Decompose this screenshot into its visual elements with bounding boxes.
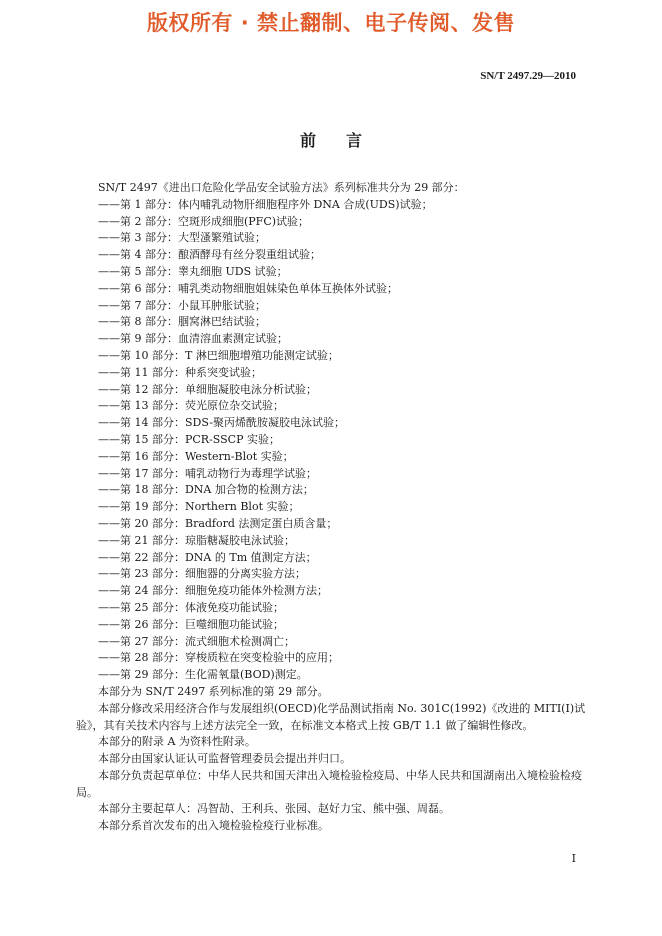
- part-list-item: ——第 6 部分：哺乳类动物细胞姐妹染色单体互换体外试验；: [98, 281, 398, 295]
- body-paragraph: 本部分为 SN/T 2497 系列标准的第 29 部分。: [98, 684, 329, 698]
- part-list-item: ——第 26 部分：巨噬细胞功能试验；: [98, 617, 284, 631]
- intro-paragraph: SN/T 2497《进出口危险化学品安全试验方法》系列标准共分为 29 部分：: [98, 181, 465, 194]
- part-list-item: ——第 11 部分：种系突变试验；: [98, 365, 262, 379]
- part-list-item: ——第 5 部分：睾丸细胞 UDS 试验；: [98, 264, 288, 278]
- document-body: [76, 180, 590, 835]
- part-list-item: ——第 27 部分：流式细胞术检测凋亡；: [98, 634, 295, 648]
- page-title: 前言: [299, 131, 392, 150]
- part-list-item: ——第 3 部分：大型溞繁殖试验；: [98, 231, 266, 245]
- part-list-item: ——第 17 部分：哺乳动物行为毒理学试验；: [98, 466, 317, 480]
- body-paragraph: 本部分主要起草人：冯智劼、王利兵、张园、赵好力宝、熊中强、周磊。: [98, 802, 450, 816]
- part-list-item: ——第 16 部分：Western-Blot 实验；: [98, 449, 294, 463]
- part-list-item: ——第 23 部分：细胞器的分离实验方法；: [98, 567, 306, 581]
- part-list-item: ——第 15 部分：PCR-SSCP 实验；: [98, 432, 280, 446]
- page-number: I: [571, 852, 576, 865]
- part-list-item: ——第 21 部分：琼脂糖凝胶电泳试验；: [98, 533, 295, 547]
- body-paragraph: 本部分负责起草单位：中华人民共和国天津出入境检验检疫局、中华人民共和国湖南出入境检验检疫局。: [76, 768, 582, 799]
- body-paragraph: 本部分由国家认证认可监督管理委员会提出并归口。: [98, 752, 351, 766]
- body-paragraph: 本部分修改采用经济合作与发展组织(OECD)化学品测试指南 No. 301C(1992)《改进的 MITI(I)试验》，其有关技术内容与上述方法完全一致，在标准文本格式上按 GB/T 1.1 做了编辑性修改。: [76, 701, 586, 732]
- body-paragraph: 本部分系首次发布的出入境检验检疫行业标准。: [98, 819, 329, 833]
- part-list-item: ——第 10 部分：T 淋巴细胞增殖功能测定试验；: [98, 348, 339, 362]
- parts-list: [76, 197, 590, 684]
- part-list-item: ——第 29 部分：生化需氧量(BOD)测定。: [98, 668, 308, 682]
- part-list-item: ——第 9 部分：血清溶血素测定试验；: [98, 332, 288, 346]
- part-list-item: ——第 1 部分：体内哺乳动物肝细胞程序外 DNA 合成(UDS)试验；: [98, 197, 433, 211]
- part-list-item: ——第 13 部分：荧光原位杂交试验；: [98, 399, 284, 413]
- part-list-item: ——第 2 部分：空斑形成细胞(PFC)试验；: [98, 214, 310, 228]
- paragraph-list: [76, 684, 590, 835]
- part-list-item: ——第 4 部分：酿酒酵母有丝分裂重组试验；: [98, 248, 321, 262]
- part-list-item: ——第 22 部分：DNA 的 Tm 值测定方法；: [98, 550, 317, 564]
- part-list-item: ——第 12 部分：单细胞凝胶电泳分析试验；: [98, 382, 317, 396]
- part-list-item: ——第 7 部分：小鼠耳肿胀试验；: [98, 298, 266, 312]
- part-list-item: ——第 19 部分：Northern Blot 实验；: [98, 500, 300, 514]
- standard-code: SN/T 2497.29—2010: [480, 70, 576, 82]
- part-list-item: ——第 28 部分：穿梭质粒在突变检验中的应用；: [98, 651, 339, 665]
- part-list-item: ——第 24 部分：细胞免疫功能体外检测方法；: [98, 584, 328, 598]
- body-paragraph: 本部分的附录 A 为资料性附录。: [98, 735, 256, 749]
- part-list-item: ——第 14 部分：SDS-聚丙烯酰胺凝胶电泳试验；: [98, 416, 345, 430]
- part-list-item: ——第 18 部分：DNA 加合物的检测方法；: [98, 483, 314, 497]
- part-list-item: ——第 20 部分：Bradford 法测定蛋白质含量；: [98, 516, 338, 530]
- copyright-banner: 版权所有 · 禁止翻制、电子传阅、发售: [146, 11, 516, 35]
- part-list-item: ——第 8 部分：腘窝淋巴结试验；: [98, 315, 266, 329]
- part-list-item: ——第 25 部分：体液免疫功能试验；: [98, 600, 284, 614]
